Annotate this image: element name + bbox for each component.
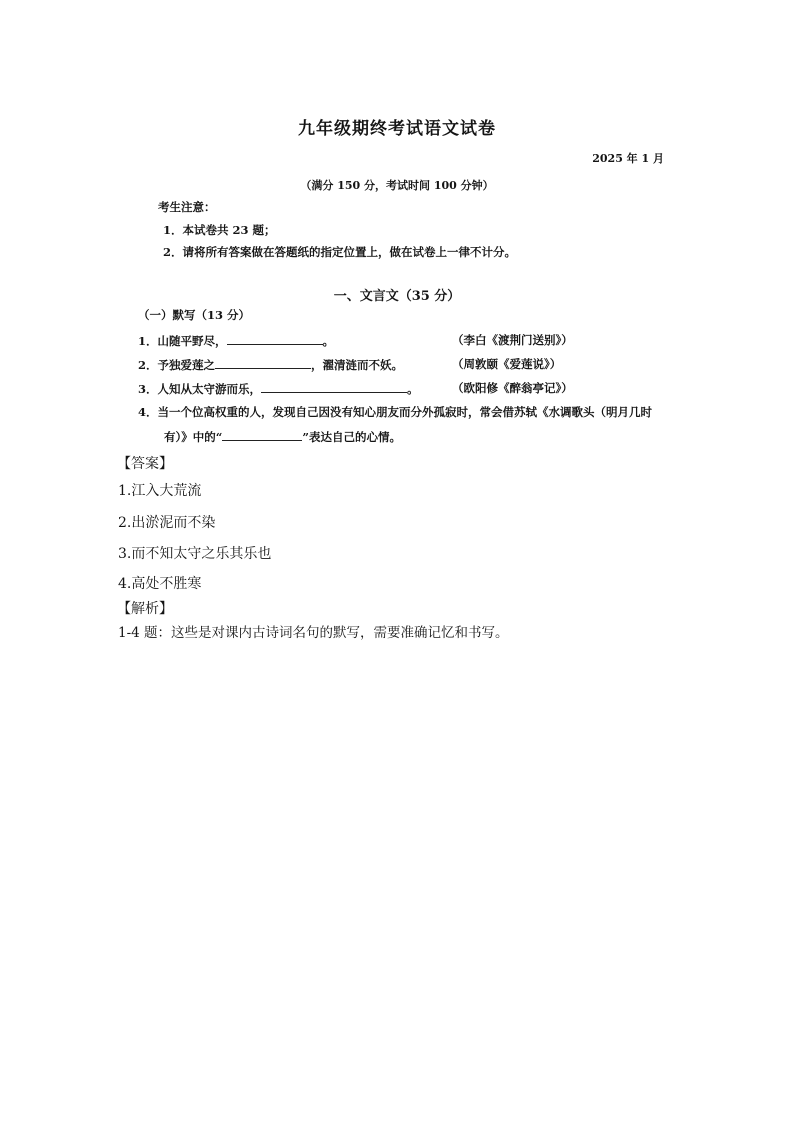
question-source: （周敦颐《爱莲说》） <box>452 357 562 371</box>
question-1 <box>138 332 334 349</box>
question-text: ，濯清涟而不妖。 <box>311 358 404 372</box>
answer-blank <box>227 332 323 345</box>
question-text: 2．予独爱莲之 <box>138 358 216 372</box>
answer-blank <box>222 428 302 441</box>
answer-item: 4.高处不胜寒 <box>118 576 202 592</box>
answer-item: 1.江入大荒流 <box>118 483 202 499</box>
answer-blank <box>261 380 407 393</box>
question-4-line2 <box>164 428 401 445</box>
exam-subtitle: （满分 150 分，考试时间 100 分钟） <box>300 179 494 192</box>
question-3 <box>138 380 419 397</box>
explanation-text: 1-4 题：这些是对课内古诗词名句的默写，需要准确记忆和书写。 <box>118 625 509 641</box>
exam-title: 九年级期终考试语文试卷 <box>298 119 496 139</box>
part-title: （一）默写（13 分） <box>138 308 251 322</box>
notice-heading: 考生注意： <box>158 200 216 214</box>
exam-date: 2025 年 1 月 <box>592 152 664 165</box>
notice-item: 2．请将所有答案做在答题纸的指定位置上，做在试卷上一律不计分。 <box>163 245 516 259</box>
answer-heading: 【答案】 <box>117 456 173 472</box>
question-text: 。 <box>407 382 419 396</box>
explanation-heading: 【解析】 <box>117 601 173 617</box>
answer-blank <box>215 356 311 369</box>
answer-item: 2.出淤泥而不染 <box>118 515 216 531</box>
question-4-line1: 4．当一个位高权重的人，发现自己因没有知心朋友而分外孤寂时，常会借苏轼《水调歌头（明月几时 <box>138 405 652 419</box>
section-title: 一、文言文（35 分） <box>333 289 461 304</box>
question-text: ”表达自己的心情。 <box>302 430 401 444</box>
notice-item: 1．本试卷共 23 题； <box>163 223 276 237</box>
question-text: 1．山随平野尽， <box>138 334 227 348</box>
answer-item: 3.而不知太守之乐其乐也 <box>118 546 272 562</box>
question-2 <box>138 356 403 373</box>
question-source: （李白《渡荆门送别》） <box>452 333 573 347</box>
question-text: 有）》中的“ <box>164 430 223 444</box>
question-text: 3．人知从太守游而乐， <box>138 382 262 396</box>
question-text: 。 <box>322 334 335 348</box>
question-source: （欧阳修《醉翁亭记》） <box>452 381 573 395</box>
